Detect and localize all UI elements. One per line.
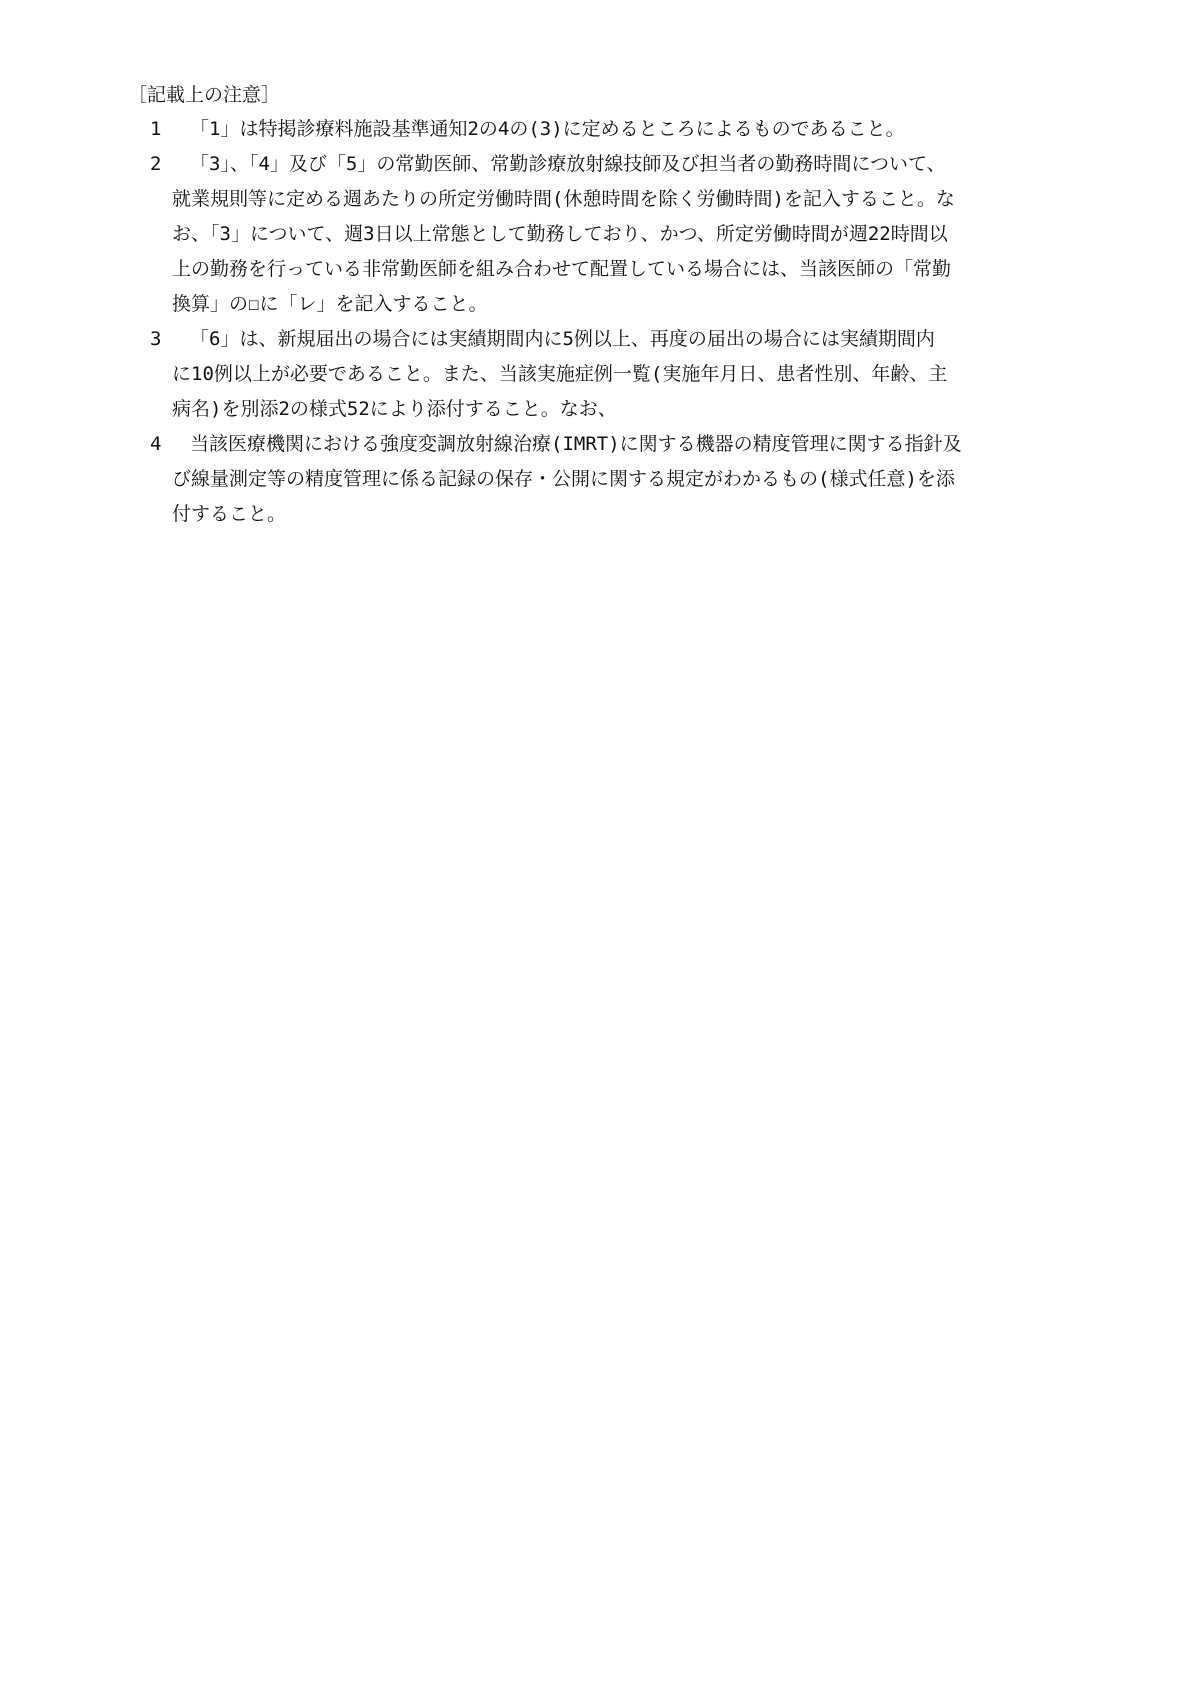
note-item-3: [128, 322, 1068, 427]
note-line: 当該医療機関における強度変調放射線治療(IMRT)に関する機器の精度管理に関する指針及: [190, 433, 962, 455]
note-line: お、「3」について、週3日以上常態として勤務しており、かつ、所定労働時間が週22時間以: [172, 223, 948, 245]
note-line: 換算」の☐に「レ」を記入すること。: [172, 293, 488, 315]
note-number: 2: [150, 153, 162, 175]
note-line: 就業規則等に定める週あたりの所定労働時間(休憩時間を除く労働時間)を記入すること。な: [172, 188, 955, 210]
notes-section: [128, 78, 1068, 532]
note-line: 病名)を別添2の様式52により添付すること。なお、: [172, 398, 617, 420]
note-number: 1: [150, 118, 162, 140]
note-line: 「1」は特掲診療料施設基準通知2の4の(3)に定めるところによるものであること。: [190, 118, 905, 140]
note-line: 上の勤務を行っている非常勤医師を組み合わせて配置している場合には、当該医師の「常勤: [172, 258, 952, 280]
note-line: 「3」、「4」及び「5」の常勤医師、常勤診療放射線技師及び担当者の勤務時間について、: [190, 153, 946, 175]
note-number: 4: [150, 433, 162, 455]
notes-heading: ［記載上の注意］: [128, 84, 281, 106]
note-line: 「6」は、新規届出の場合には実績期間内に5例以上、再度の届出の場合には実績期間内: [190, 328, 935, 350]
note-line: に10例以上が必要であること。また、当該実施症例一覧(実施年月日、患者性別、年齢、主: [172, 363, 948, 385]
note-line: 付すること。: [172, 503, 287, 525]
note-item-2: [128, 147, 1068, 322]
note-item-1: [128, 112, 1068, 147]
note-line: び線量測定等の精度管理に係る記録の保存・公開に関する規定がわかるもの(様式任意)を添: [172, 468, 955, 490]
note-number: 3: [150, 328, 162, 350]
note-item-4: [128, 427, 1068, 532]
